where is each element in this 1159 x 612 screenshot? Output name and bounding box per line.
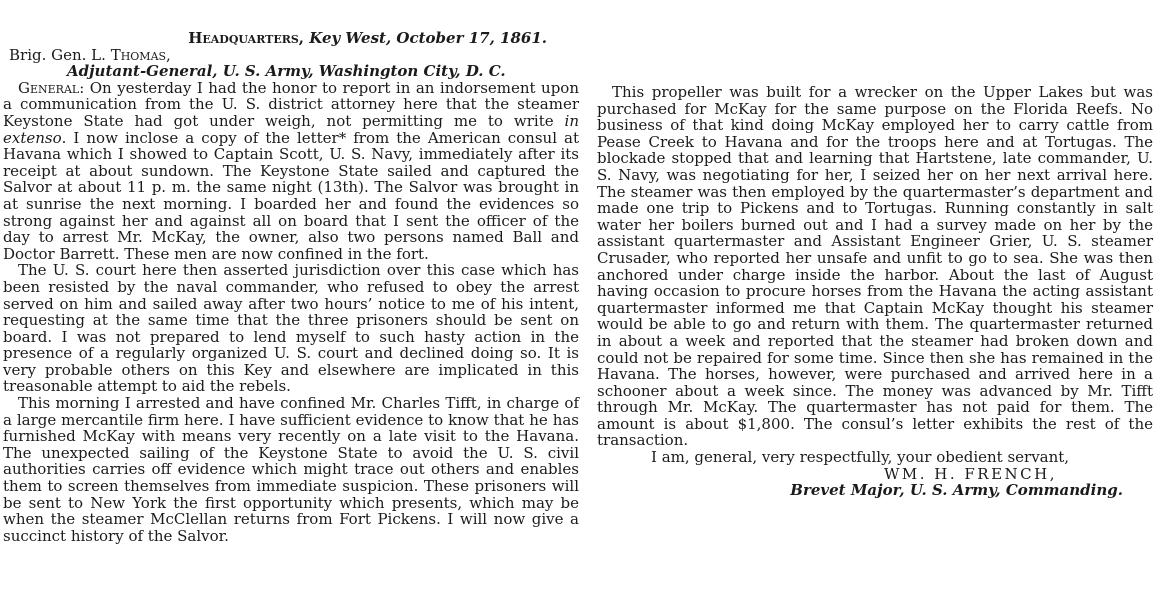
left-column bbox=[3, 0, 579, 544]
salutation: General bbox=[18, 78, 80, 97]
addressee-comma: , bbox=[166, 45, 171, 64]
right-column bbox=[597, 0, 1153, 499]
paragraph-4: This propeller was built for a wrecker on the Upper Lakes but was purchased for McKay for the same purpose on the Florida Reefs. No business of that kind doing McKay employed her to carry cattle from Pease Creek to Havana and for the troops here and at Tortugas. The blockade stopped that and learning that Hartstene, late commander, U. S. Navy, was negotiating for her, I seized her on her next arrival here. The steamer was then employed by the quartermaster’s department and made one trip to Pickens and to Tortugas. Running constantly in salt water her boilers burned out and I had a survey made on her by the assistant quartermaster and Assistant Engineer Grier, U. S. steamer Crusader, who reported her unsafe and unfit to go to sea. She was then anchored under charge inside the harbor. About the last of August having occasion to procure horses from the Havana the acting assistant quartermaster informed me that Captain McKay thought his steamer would be able to go and return with them. The quartermaster returned in about a week and reported that the steamer had broken down and could not be repaired for some time. Since then she has remained in the Havana. The horses, however, were purchased and arrived here in a schooner about a week since. The money was advanced by Mr. Tifft through Mr. McKay. The quartermaster has not paid for them. The amount is about $1,800. The consul’s letter exhibits the rest of the transaction. bbox=[597, 83, 1153, 450]
paragraph-1 bbox=[3, 80, 579, 263]
addressee-rank: Brig. Gen. L. bbox=[9, 45, 111, 64]
heading-office: Headquarters, bbox=[188, 29, 305, 47]
signature-name: WM. H. FRENCH, bbox=[883, 464, 1057, 483]
paragraph-3: This morning I arrested and have confined Mr. Charles Tifft, in charge of a large mercantile firm here. I have sufficient evidence to know that he has furnished McKay with means very recently on a late visit to the Havana. The unexpected sailing of the Keystone State to avoid the U. S. civil authorities carries off evidence which might trace out others and enables them to screen themselves from immediate suspicion. These prisoners will be sent to New York the first opportunity which presents, which may be when the steamer McClellan returns from Fort Pickens. I will now give a succinct history of the Salvor. bbox=[3, 394, 579, 545]
salutation-separator: : bbox=[79, 78, 90, 97]
heading-place-date: Key West, October 17, 1861. bbox=[304, 29, 547, 47]
paragraph-1-latin-phrase: in extenso bbox=[3, 111, 579, 147]
valediction: I am, general, very respectfully, your obedient servant, bbox=[651, 448, 1070, 467]
paragraph-2: The U. S. court here then asserted jurisdiction over this case which has been resisted by the naval commander, who refused to obey the arrest served on him and sailed away after two hours’ notice to me of his intent, requesting at the same time that the three prisoners should be sent on board. I was not prepared to lend myself to such hasty action in the presence of a regularly organized U. S. court and declined doing so. It is very probable others on this Key and elsewhere are implicated in this treasonable attempt to aid the rebels. bbox=[3, 261, 579, 396]
addressee-line1 bbox=[9, 47, 579, 64]
addressee-name: Thomas bbox=[110, 45, 167, 64]
paragraph-1-text-a: On yesterday I had the honor to report in an indorsement upon a communication from the U. S. district attorney here that the steamer Keystone State had got under weigh, not permitting me to write bbox=[3, 78, 579, 130]
signature-title: Brevet Major, U. S. Army, Commanding. bbox=[790, 481, 1123, 500]
paragraph-1-text-b: . I now inclose a copy of the letter* from the American consul at Havana which I showed to Captain Scott, U. S. Navy, immediately after its receipt at about sundown. The Keystone State sailed and captured the Salvor at about 11 p. m. the same night (13th). The Salvor was brought in at sunrise the next morning. I boarded her and found the evidences so strong against her and against all on board that I sent the officer of the day to arrest Mr. McKay, the owner, also two persons named Ball and Doctor Barrett. These men are now confined in the fort. bbox=[3, 128, 579, 263]
addressee-line2: Adjutant-General, U. S. Army, Washington City, D. C. bbox=[67, 62, 506, 81]
letter-heading bbox=[3, 30, 579, 47]
